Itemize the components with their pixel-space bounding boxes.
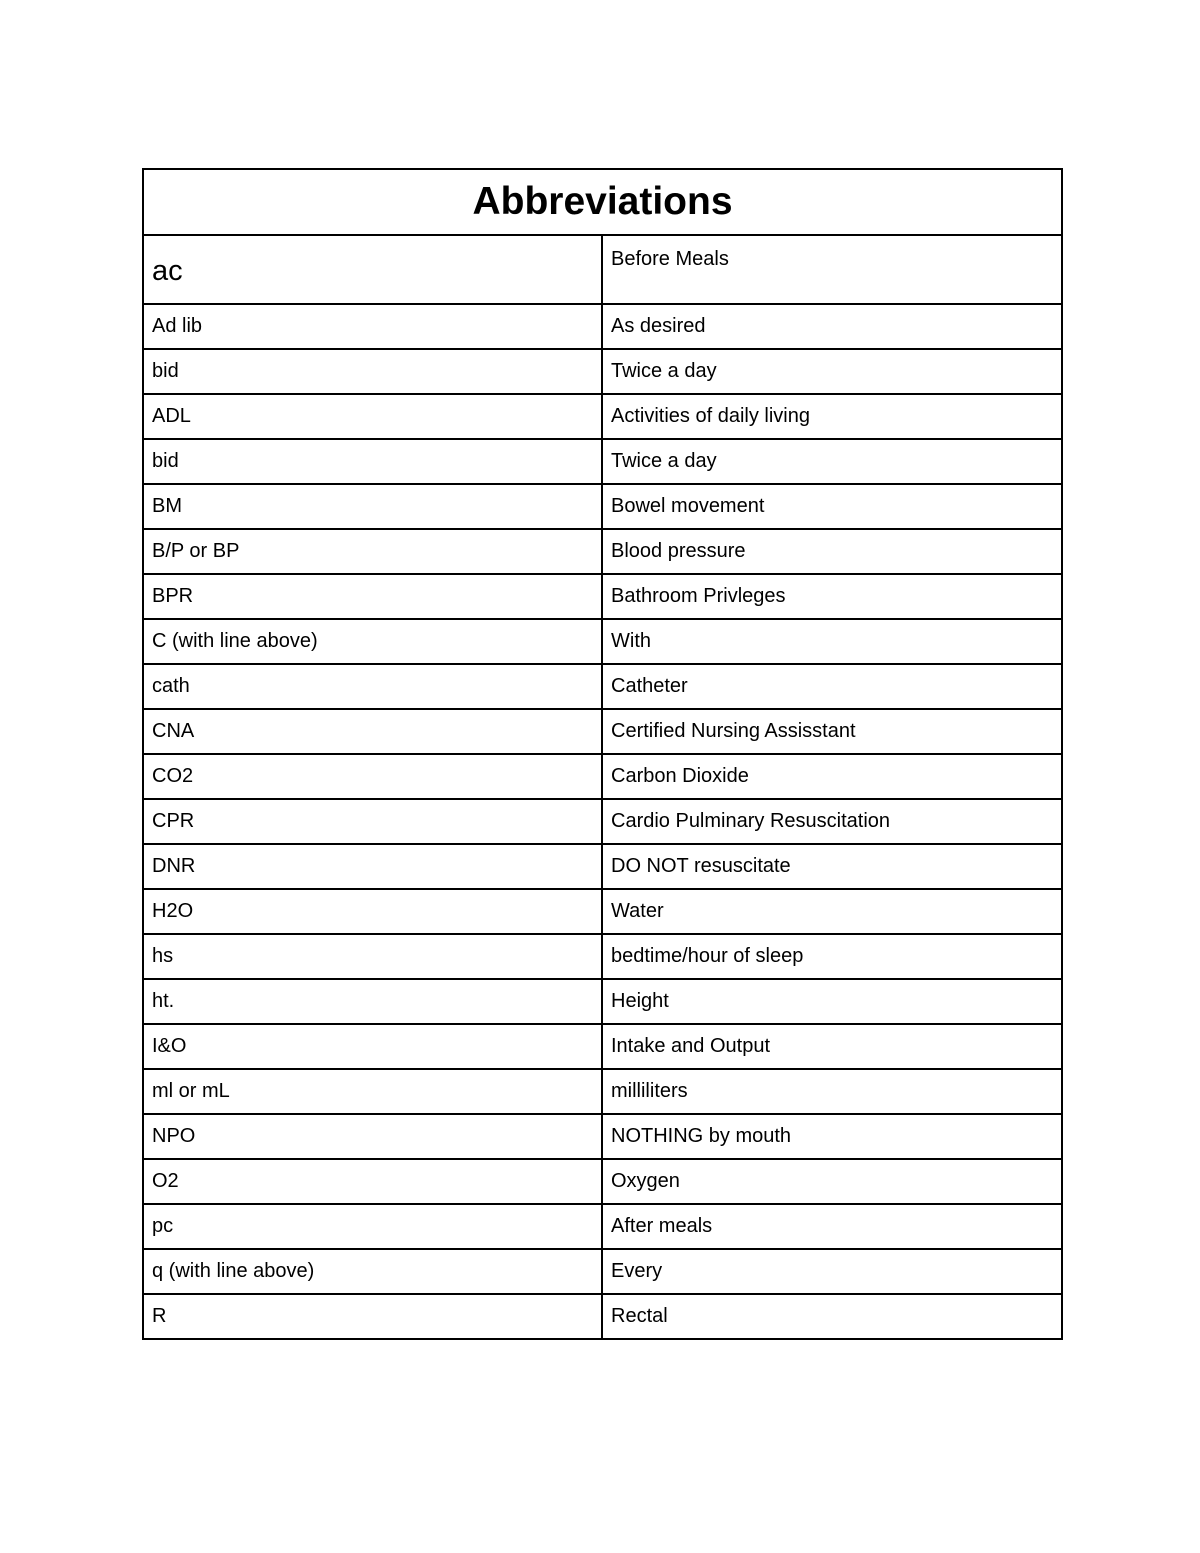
abbreviation-cell: BPR — [143, 574, 602, 619]
meaning-cell: Activities of daily living — [602, 394, 1062, 439]
table-row — [143, 889, 1062, 934]
table-row — [143, 664, 1062, 709]
table-row — [143, 235, 1062, 304]
table-row — [143, 349, 1062, 394]
table-row — [143, 1159, 1062, 1204]
meaning-cell: Bowel movement — [602, 484, 1062, 529]
meaning-cell: Bathroom Privleges — [602, 574, 1062, 619]
table-body — [143, 235, 1062, 1339]
table-row — [143, 1294, 1062, 1339]
meaning-cell: Cardio Pulminary Resuscitation — [602, 799, 1062, 844]
meaning-cell: milliliters — [602, 1069, 1062, 1114]
abbreviation-cell: Ad lib — [143, 304, 602, 349]
meaning-cell: DO NOT resuscitate — [602, 844, 1062, 889]
table-row — [143, 799, 1062, 844]
table-row — [143, 979, 1062, 1024]
table-title: Abbreviations — [143, 169, 1062, 235]
abbreviation-cell: C (with line above) — [143, 619, 602, 664]
table-row — [143, 484, 1062, 529]
abbreviation-cell: CPR — [143, 799, 602, 844]
abbreviation-cell: NPO — [143, 1114, 602, 1159]
table-row — [143, 1069, 1062, 1114]
abbreviation-cell: pc — [143, 1204, 602, 1249]
abbreviation-cell: H2O — [143, 889, 602, 934]
meaning-cell: Water — [602, 889, 1062, 934]
table-row — [143, 619, 1062, 664]
abbreviation-cell: ht. — [143, 979, 602, 1024]
table-title-row — [143, 169, 1062, 235]
meaning-cell: Catheter — [602, 664, 1062, 709]
meaning-cell: NOTHING by mouth — [602, 1114, 1062, 1159]
table-row — [143, 304, 1062, 349]
table-row — [143, 1114, 1062, 1159]
meaning-cell: Every — [602, 1249, 1062, 1294]
meaning-cell: Certified Nursing Assisstant — [602, 709, 1062, 754]
table-row — [143, 1249, 1062, 1294]
abbreviation-cell: CNA — [143, 709, 602, 754]
meaning-cell: bedtime/hour of sleep — [602, 934, 1062, 979]
abbreviation-cell: I&O — [143, 1024, 602, 1069]
table-row — [143, 754, 1062, 799]
meaning-cell: Carbon Dioxide — [602, 754, 1062, 799]
abbreviation-cell: bid — [143, 349, 602, 394]
meaning-cell: Height — [602, 979, 1062, 1024]
abbreviation-cell: cath — [143, 664, 602, 709]
meaning-cell: Twice a day — [602, 439, 1062, 484]
meaning-cell: Twice a day — [602, 349, 1062, 394]
abbreviation-cell: ac — [143, 235, 602, 304]
table-row — [143, 574, 1062, 619]
abbreviation-cell: R — [143, 1294, 602, 1339]
table-row — [143, 1024, 1062, 1069]
table-row — [143, 844, 1062, 889]
meaning-cell: Intake and Output — [602, 1024, 1062, 1069]
table-row — [143, 934, 1062, 979]
abbreviation-cell: BM — [143, 484, 602, 529]
abbreviation-cell: ADL — [143, 394, 602, 439]
abbreviation-cell: q (with line above) — [143, 1249, 602, 1294]
meaning-cell: Rectal — [602, 1294, 1062, 1339]
meaning-cell: Blood pressure — [602, 529, 1062, 574]
table-row — [143, 439, 1062, 484]
meaning-cell: With — [602, 619, 1062, 664]
meaning-cell: Oxygen — [602, 1159, 1062, 1204]
abbreviation-cell: ml or mL — [143, 1069, 602, 1114]
abbreviation-cell: hs — [143, 934, 602, 979]
table-row — [143, 529, 1062, 574]
abbreviation-cell: O2 — [143, 1159, 602, 1204]
abbreviation-cell: bid — [143, 439, 602, 484]
meaning-cell: As desired — [602, 304, 1062, 349]
abbreviation-cell: CO2 — [143, 754, 602, 799]
table-row — [143, 394, 1062, 439]
meaning-cell: After meals — [602, 1204, 1062, 1249]
table-row — [143, 1204, 1062, 1249]
table-row — [143, 709, 1062, 754]
abbreviation-cell: DNR — [143, 844, 602, 889]
meaning-cell: Before Meals — [602, 235, 1062, 304]
abbreviations-table — [142, 168, 1063, 1340]
abbreviation-cell: B/P or BP — [143, 529, 602, 574]
